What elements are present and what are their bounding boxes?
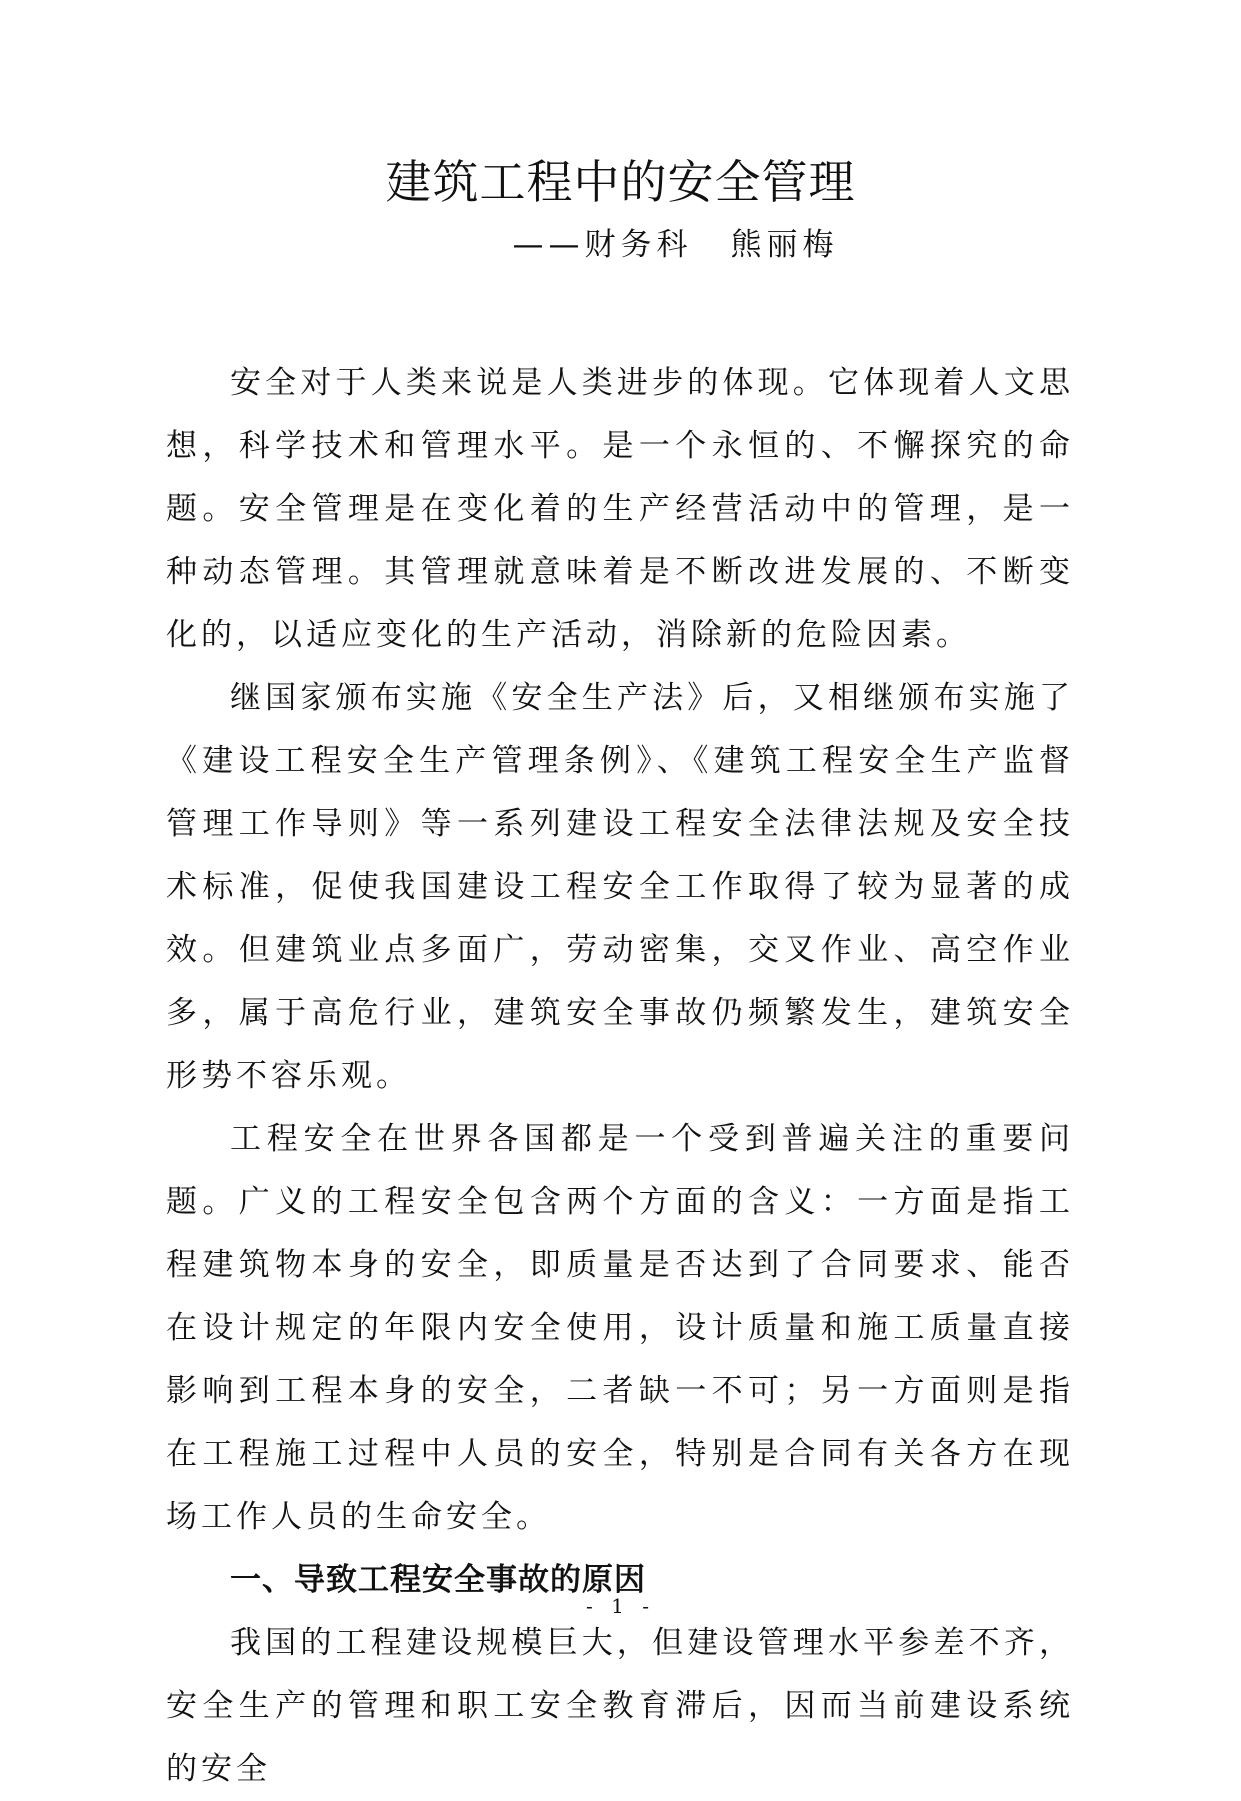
body-paragraph-2: 继国家颁布实施《安全生产法》后，又相继颁布实施了《建设工程安全生产管理条例》、《建筑工程安全生产监督管理工作导则》等一系列建设工程安全法律法规及安全技术标准，促使我国建设工程安全工作取得了较为显著的成效。但建筑业点多面广，劳动密集，交叉作业、高空作业多，属于高危行业，建筑安全事故仍频繁发生，建筑安全形势不容乐观。 bbox=[166, 680, 1074, 1094]
document-title: 建筑工程中的安全管理 bbox=[385, 155, 856, 209]
byline-author: 熊丽梅 bbox=[730, 227, 839, 263]
section-heading: 一、导致工程安全事故的原因 bbox=[230, 1562, 646, 1598]
document-body bbox=[166, 352, 1074, 1801]
page-number: - 1 - bbox=[586, 1594, 655, 1618]
section-paragraph: 我国的工程建设规模巨大，但建设管理水平参差不齐，安全生产的管理和职工安全教育滞后，因而当前建设系统的安全 bbox=[166, 1625, 1074, 1787]
body-paragraph-1: 安全对于人类来说是人类进步的体现。它体现着人文思想，科学技术和管理水平。是一个永恒的、不懈探究的命题。安全管理是在变化着的生产经营活动中的管理，是一种动态管理。其管理就意味着是不断改进发展的、不断变化的，以适应变化的生产活动，消除新的危险因素。 bbox=[166, 365, 1074, 653]
byline-department: ——财务科 bbox=[512, 227, 693, 263]
author-byline bbox=[0, 224, 1241, 266]
body-paragraph-3: 工程安全在世界各国都是一个受到普遍关注的重要问题。广义的工程安全包含两个方面的含义：一方面是指工程建筑物本身的安全，即质量是否达到了合同要求、能否在设计规定的年限内安全使用，设计质量和施工质量直接影响到工程本身的安全，二者缺一不可；另一方面则是指在工程施工过程中人员的安全，特别是合同有关各方在现场工作人员的生命安全。 bbox=[166, 1121, 1074, 1535]
